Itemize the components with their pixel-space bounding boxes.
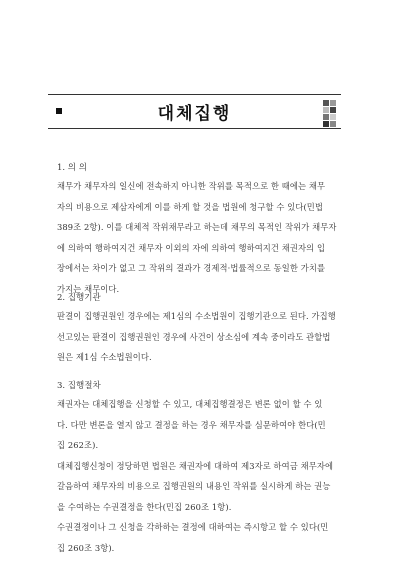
text-line: 자의 비용으로 제삼자에게 이를 하게 할 것을 법원에 청구할 수 있다(민법 (57, 201, 324, 212)
page-title: 대체집행 (157, 104, 232, 124)
section-heading: 3. 집행절차 (57, 381, 101, 391)
text-line: 을 수여하는 수권결정을 한다(민집 260조 1항). (57, 501, 232, 512)
section-body (57, 394, 350, 558)
section-heading: 2. 집행기관 (57, 293, 101, 303)
text-line: 389조 2항). 이를 대체적 작위채무라고 하는데 채무의 목적인 작위가 채무자 (57, 222, 337, 232)
text-line: 판결이 집행권원인 경우에는 제1심의 수소법원이 집행기관으로 된다. 가집행 (57, 311, 336, 321)
text-line: 장에서는 차이가 없고 그 작위의 결과가 경제적·법률적으로 동일한 가치를 (57, 263, 326, 273)
title-bar (48, 94, 341, 129)
text-line: 선고있는 판결이 집행권원인 경우에 사건이 상소심에 계속 중이라도 관할법 (57, 331, 331, 342)
text-line: 에 의하여 행하여지건 채무자 이외의 자에 의하여 행하여지건 채권자의 입 (57, 242, 326, 253)
text-line: 원은 제1심 수소법원이다. (57, 352, 152, 362)
section-heading: 1. 의 의 (57, 163, 87, 173)
section-body (57, 306, 350, 368)
text-line: 다. 다만 변론을 열지 않고 결정을 하는 경우 채무자를 심문하여야 한다(민 (57, 419, 326, 430)
section-body (57, 176, 350, 299)
text-line: 집 262조). (57, 440, 99, 450)
text-line: 채무가 채무자의 일신에 전속하지 아니한 작위를 목적으로 한 때에는 채무 (57, 181, 326, 191)
text-line: 집 260조 3항). (57, 542, 115, 553)
text-line: 대체집행신청이 정당하면 법원은 채권자에 대하여 제3자로 하여금 채무자에 (57, 460, 334, 471)
text-line: 가지는 채무이다. (57, 283, 120, 294)
text-line: 갈음하여 채무자의 비용으로 집행권원의 내용인 작위를 실시하게 하는 권능 (57, 481, 331, 491)
text-line: 수권결정이나 그 신청을 각하하는 결정에 대하여는 즉시항고 할 수 있다(민 (57, 522, 329, 532)
text-line: 채권자는 대체집행을 신청할 수 있고, 대체집행결정은 변론 없이 할 수 있 (57, 399, 323, 409)
